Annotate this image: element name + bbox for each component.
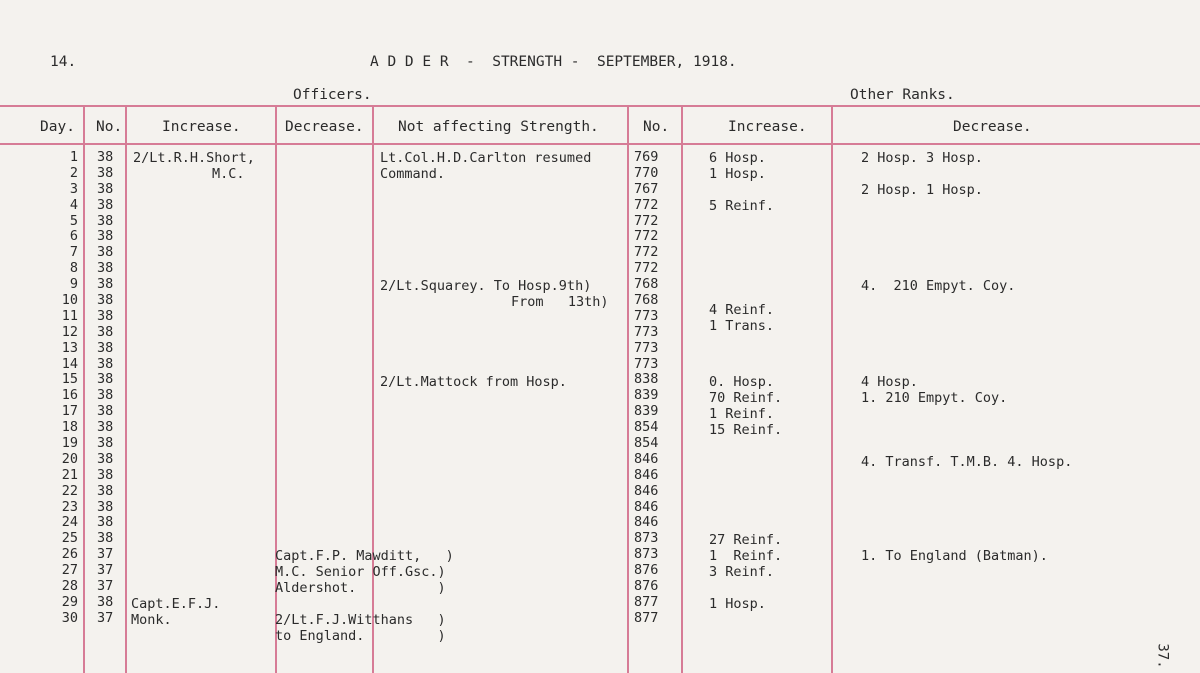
header-bottom-rule <box>0 143 1200 145</box>
other-ranks-number-column <box>634 150 658 627</box>
other-ranks-number-cell: 846 <box>634 514 659 531</box>
or-decrease-entry: 2 Hosp. 3 Hosp. <box>861 150 983 166</box>
officer-number-cell: 38 <box>97 482 114 499</box>
officer-number-cell: 38 <box>97 435 114 452</box>
officer-number-cell: 38 <box>97 180 114 197</box>
officer-number-cell: 37 <box>97 546 114 563</box>
officer-number-cell: 37 <box>97 578 114 595</box>
day-cell: 20 <box>61 450 78 467</box>
page-number: 14. <box>50 54 77 70</box>
or-increase-entry: 4 Reinf. <box>709 302 775 318</box>
day-cell: 4 <box>69 196 78 213</box>
day-cell: 27 <box>61 562 78 579</box>
not-affecting-entry: 2/Lt.Mattock from Hosp. <box>380 374 567 390</box>
day-cell: 19 <box>61 435 78 452</box>
officer-number-cell: 38 <box>97 276 114 293</box>
day-cell: 8 <box>69 260 78 277</box>
day-cell: 9 <box>69 276 78 293</box>
not-affecting-entry: Command. <box>380 166 446 182</box>
or-increase-entry: 1 Hosp. <box>709 596 766 612</box>
other-ranks-number-cell: 873 <box>634 546 659 563</box>
or-increase-entry: 1 Reinf. <box>709 406 775 422</box>
or-increase-entry: 6 Hosp. <box>709 150 766 166</box>
officer-number-cell: 38 <box>97 260 114 277</box>
day-cell: 1 <box>69 149 78 165</box>
or-decrease-entry: 1. 210 Empyt. Coy. <box>861 390 1008 406</box>
or-decrease-entry: 1. To England (Batman). <box>861 548 1048 564</box>
or-decrease-entry: 4. 210 Empyt. Coy. <box>861 278 1016 294</box>
or-increase-entry: 5 Reinf. <box>709 198 775 214</box>
day-cell: 10 <box>61 292 78 309</box>
other-ranks-number-cell: 846 <box>634 498 659 515</box>
officer-number-cell: 38 <box>97 323 114 340</box>
not-affecting-entry: 2/Lt.Squarey. To Hosp.9th) <box>380 278 592 294</box>
officer-increase-entry: M.C. <box>212 166 245 182</box>
day-cell: 6 <box>69 228 78 245</box>
day-cell: 11 <box>61 307 78 324</box>
col-header-or-increase: Increase. <box>728 119 807 135</box>
officer-number-cell: 38 <box>97 403 114 420</box>
other-ranks-number-cell: 846 <box>634 466 659 483</box>
other-ranks-number-cell: 877 <box>634 609 659 626</box>
column-rule <box>83 105 85 673</box>
other-ranks-number-cell: 772 <box>634 228 659 245</box>
margin-note: 37. <box>1154 643 1171 669</box>
officer-number-cell: 38 <box>97 339 114 356</box>
officer-number-cell: 38 <box>97 387 114 404</box>
column-rule <box>681 105 683 673</box>
officer-decrease-entry: Aldershot. ) <box>275 580 446 596</box>
officer-number-cell: 38 <box>97 530 114 547</box>
day-cell: 29 <box>61 593 78 610</box>
other-ranks-number-cell: 876 <box>634 562 659 579</box>
officer-number-cell: 37 <box>97 609 114 626</box>
officer-number-cell: 38 <box>97 514 114 531</box>
officer-increase-entry: 2/Lt.R.H.Short, <box>133 150 255 166</box>
officer-number-cell: 37 <box>97 562 114 579</box>
day-cell: 24 <box>61 514 78 531</box>
other-ranks-number-cell: 846 <box>634 450 659 467</box>
col-header-day: Day. <box>40 119 75 135</box>
column-rule <box>831 105 833 673</box>
other-ranks-number-cell: 772 <box>634 244 659 261</box>
officer-number-cell: 38 <box>97 292 114 309</box>
other-ranks-number-cell: 873 <box>634 530 659 547</box>
col-header-or-no: No. <box>643 119 670 135</box>
officer-increase-entry: Monk. <box>131 612 172 628</box>
table-top-rule <box>0 105 1200 107</box>
or-increase-entry: 27 Reinf. <box>709 532 783 548</box>
column-rule <box>125 105 127 673</box>
col-header-decrease: Decrease. <box>285 119 364 135</box>
officer-number-cell: 38 <box>97 419 114 436</box>
officer-number-column <box>97 150 113 627</box>
other-ranks-number-cell: 768 <box>634 292 659 309</box>
day-cell: 28 <box>61 578 78 595</box>
or-increase-entry: 15 Reinf. <box>709 422 783 438</box>
col-header-or-decrease: Decrease. <box>953 119 1032 135</box>
day-column <box>38 150 78 627</box>
column-rule <box>627 105 629 673</box>
officer-number-cell: 38 <box>97 498 114 515</box>
day-cell: 15 <box>61 371 78 388</box>
other-ranks-number-cell: 768 <box>634 276 659 293</box>
other-ranks-number-cell: 773 <box>634 355 659 372</box>
or-increase-entry: 1 Reinf. <box>709 548 783 564</box>
or-increase-entry: 70 Reinf. <box>709 390 783 406</box>
col-header-no: No. <box>96 119 123 135</box>
or-increase-entry: 1 Trans. <box>709 318 775 334</box>
col-header-increase: Increase. <box>162 119 241 135</box>
other-ranks-number-cell: 769 <box>634 149 659 165</box>
other-ranks-number-cell: 839 <box>634 403 659 420</box>
officer-number-cell: 38 <box>97 164 114 181</box>
other-ranks-number-cell: 838 <box>634 371 659 388</box>
day-cell: 25 <box>61 530 78 547</box>
day-cell: 22 <box>61 482 78 499</box>
other-ranks-number-cell: 772 <box>634 196 659 213</box>
day-cell: 7 <box>69 244 78 261</box>
or-increase-entry: 1 Hosp. <box>709 166 766 182</box>
officer-number-cell: 38 <box>97 196 114 213</box>
officer-number-cell: 38 <box>97 307 114 324</box>
officer-number-cell: 38 <box>97 228 114 245</box>
col-header-not-affecting: Not affecting Strength. <box>398 119 599 135</box>
day-cell: 18 <box>61 419 78 436</box>
other-ranks-number-cell: 772 <box>634 212 659 229</box>
day-cell: 30 <box>61 609 78 626</box>
officer-number-cell: 38 <box>97 149 114 165</box>
officer-number-cell: 38 <box>97 244 114 261</box>
not-affecting-entry: Lt.Col.H.D.Carlton resumed <box>380 150 592 166</box>
officer-decrease-entry: 2/Lt.F.J.Witthans ) <box>275 612 446 628</box>
day-cell: 26 <box>61 546 78 563</box>
other-ranks-number-cell: 773 <box>634 307 659 324</box>
day-cell: 17 <box>61 403 78 420</box>
or-increase-entry: 3 Reinf. <box>709 564 775 580</box>
day-cell: 3 <box>69 180 78 197</box>
day-cell: 5 <box>69 212 78 229</box>
other-ranks-number-cell: 770 <box>634 164 659 181</box>
officer-number-cell: 38 <box>97 355 114 372</box>
other-ranks-number-cell: 839 <box>634 387 659 404</box>
day-cell: 13 <box>61 339 78 356</box>
other-ranks-number-cell: 773 <box>634 339 659 356</box>
day-cell: 23 <box>61 498 78 515</box>
other-ranks-number-cell: 846 <box>634 482 659 499</box>
other-ranks-number-cell: 854 <box>634 435 659 452</box>
other-ranks-number-cell: 773 <box>634 323 659 340</box>
officer-decrease-entry: Capt.F.P. Mawditt, ) <box>275 548 454 564</box>
officer-number-cell: 38 <box>97 593 114 610</box>
other-ranks-number-cell: 876 <box>634 578 659 595</box>
or-decrease-entry: 4. Transf. T.M.B. 4. Hosp. <box>861 454 1073 470</box>
section-officers: Officers. <box>293 87 372 103</box>
officer-increase-entry: Capt.E.F.J. <box>131 596 221 612</box>
day-cell: 2 <box>69 164 78 181</box>
not-affecting-entry: From 13th) <box>511 294 609 310</box>
other-ranks-number-cell: 877 <box>634 593 659 610</box>
officer-number-cell: 38 <box>97 371 114 388</box>
officer-number-cell: 38 <box>97 466 114 483</box>
day-cell: 12 <box>61 323 78 340</box>
or-increase-entry: 0. Hosp. <box>709 374 775 390</box>
other-ranks-number-cell: 767 <box>634 180 659 197</box>
other-ranks-number-cell: 772 <box>634 260 659 277</box>
other-ranks-number-cell: 854 <box>634 419 659 436</box>
day-cell: 16 <box>61 387 78 404</box>
officer-number-cell: 38 <box>97 450 114 467</box>
officer-decrease-entry: M.C. Senior Off.Gsc.) <box>275 564 446 580</box>
or-decrease-entry: 2 Hosp. 1 Hosp. <box>861 182 983 198</box>
section-other-ranks: Other Ranks. <box>850 87 955 103</box>
or-decrease-entry: 4 Hosp. <box>861 374 918 390</box>
day-cell: 21 <box>61 466 78 483</box>
officer-number-cell: 38 <box>97 212 114 229</box>
page-title: A D D E R - STRENGTH - SEPTEMBER, 1918. <box>370 54 737 70</box>
day-cell: 14 <box>61 355 78 372</box>
officer-decrease-entry: to England. ) <box>275 628 446 644</box>
